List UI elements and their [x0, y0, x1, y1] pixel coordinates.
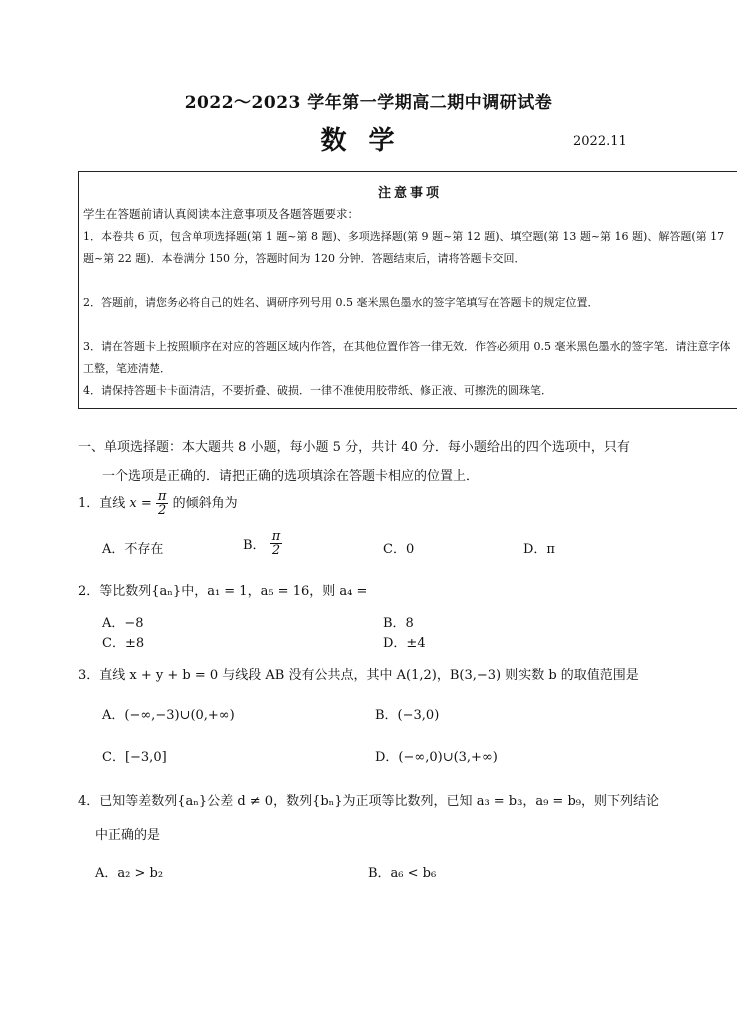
q2-option-b: B．8 — [383, 616, 414, 631]
q1-math: x = — [129, 496, 152, 511]
q1-optb-num: π — [271, 529, 281, 544]
question-1-stem — [78, 490, 238, 517]
q2-option-d: D．±4 — [383, 636, 426, 651]
q1-optb-fraction — [270, 530, 283, 557]
q1-stem-pre: 1．直线 — [78, 496, 126, 511]
question-4-stem-line2: 中正确的是 — [95, 828, 161, 843]
q1-optb-den: 2 — [271, 543, 281, 558]
q4-option-b: B．a₆ < b₆ — [368, 866, 437, 881]
question-4-stem-line1: 4．已知等差数列{aₙ}公差 d ≠ 0，数列{bₙ}为正项等比数列，已知 a₃ = b₃，a₉ = b₉，则下列结论 — [78, 794, 659, 809]
section-heading-line1: 一、单项选择题：本大题共 8 小题，每小题 5 分，共计 40 分．每小题给出的四个选项中，只有 — [78, 440, 630, 455]
notice-box — [78, 171, 737, 409]
q3-option-a: A．(−∞,−3)∪(0,+∞) — [102, 708, 235, 723]
q1-option-b — [243, 530, 282, 557]
q1-fraction — [156, 490, 169, 517]
exam-title: 2022～2023 学年第一学期高二期中调研试卷 — [184, 93, 553, 113]
q3-option-d: D．(−∞,0)∪(3,+∞) — [375, 750, 498, 765]
q2-option-a: A．−8 — [102, 616, 144, 631]
notice-item: 4．请保持答题卡卡面清洁，不要折叠、破损．一律不准使用胶带纸、修正液、可擦洗的圆珠笔． — [83, 384, 552, 397]
q1-optb-label: B． — [243, 538, 266, 553]
question-3-stem: 3．直线 x + y + b = 0 与线段 AB 没有公共点，其中 A(1,2)，B(3,−3) 则实数 b 的取值范围是 — [78, 668, 639, 683]
q1-option-d: D．π — [523, 542, 555, 557]
notice-item: 2．答题前，请您务必将自己的姓名、调研序列号用 0.5 毫米黑色墨水的签字笔填写在答题卡的规定位置． — [83, 296, 599, 309]
subject-heading: 数学 — [320, 126, 417, 156]
notice-item: 3．请在答题卡上按照顺序在对应的答题区域内作答，在其他位置作答一律无效．作答必须用 0.5 毫米黑色墨水的签字笔．请注意字体工整，笔迹清楚． — [83, 340, 731, 375]
q1-option-c: C．0 — [383, 542, 415, 557]
question-2-stem: 2．等比数列{aₙ}中，a₁ = 1，a₅ = 16，则 a₄ = — [78, 584, 368, 599]
exam-date: 2022.11 — [573, 134, 627, 149]
notice-item: 1．本卷共 6 页，包含单项选择题(第 1 题~第 8 题)、多项选择题(第 9 题~第 12 题)、填空题(第 13 题~第 16 题)、解答题(第 17 题~第 22 题)．本卷满分 150 分，答题时间为 120 分钟．答题结束后，请将答题卡交回． — [83, 230, 725, 265]
q1-frac-num: π — [157, 489, 167, 504]
q1-stem-post: 的倾斜角为 — [172, 496, 238, 511]
q3-option-c: C．[−3,0] — [102, 750, 167, 765]
q1-frac-den: 2 — [158, 503, 167, 518]
q3-option-b: B．(−3,0) — [375, 708, 440, 723]
q1-option-a: A．不存在 — [102, 542, 164, 557]
q2-option-c: C．±8 — [102, 636, 145, 651]
section-heading-line2: 一个选项是正确的．请把正确的选项填涂在答题卡相应的位置上． — [102, 469, 480, 484]
q4-option-a: A．a₂ > b₂ — [95, 866, 164, 881]
notice-title: 注意事项 — [377, 186, 442, 201]
notice-intro: 学生在答题前请认真阅读本注意事项及各题答题要求： — [83, 207, 359, 221]
